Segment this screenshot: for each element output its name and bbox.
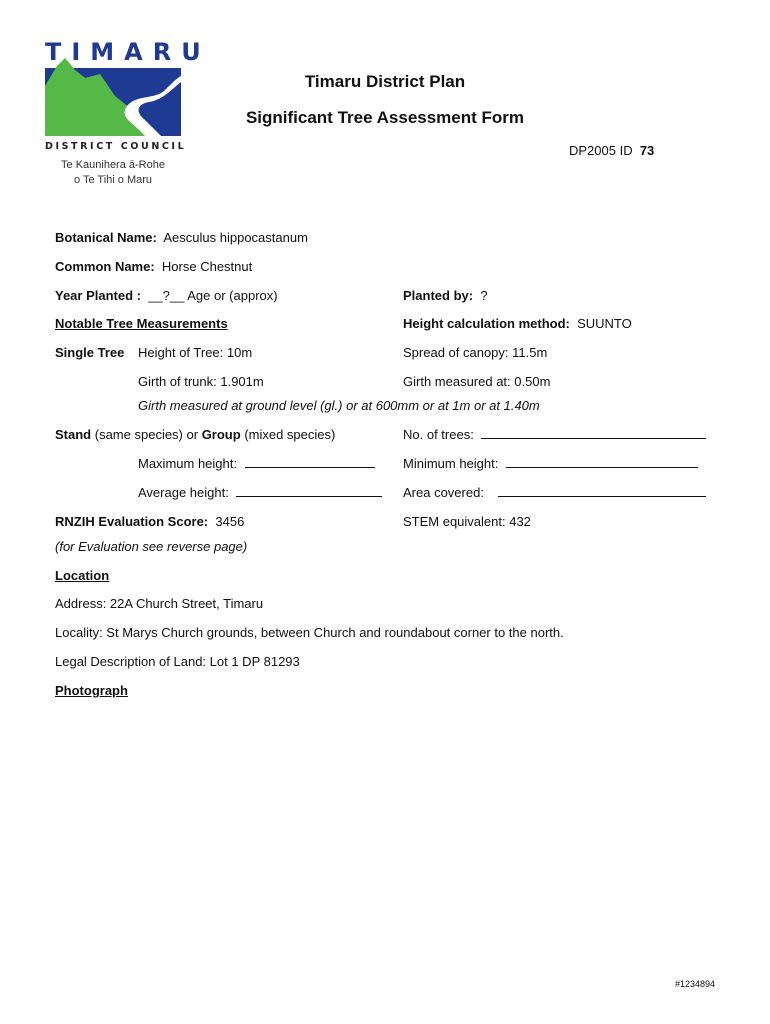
logo-maori-line2: o Te Tihi o Maru	[73, 174, 153, 186]
girth-measured-at: Girth measured at: 0.50m	[403, 374, 551, 389]
rnzih-row	[55, 514, 244, 529]
planted-by-label: Planted by:	[403, 288, 474, 303]
logo-mark-icon	[45, 56, 181, 136]
max-height-label: Maximum height:	[138, 456, 237, 471]
year-value: __?__ Age or (approx)	[148, 288, 278, 303]
planted-by-row	[403, 288, 488, 303]
girth-of-trunk: Girth of trunk: 1.901m	[138, 374, 264, 389]
height-method-label: Height calculation method:	[403, 316, 570, 331]
logo-maori-text	[45, 158, 181, 188]
logo-council-text: DISTRICT COUNCIL	[45, 141, 187, 152]
botanical-label: Botanical Name:	[55, 230, 157, 245]
evaluation-note: (for Evaluation see reverse page)	[55, 539, 248, 554]
year-label: Year Planted :	[55, 288, 141, 303]
notable-measurements-heading: Notable Tree Measurements	[55, 316, 228, 331]
spread-of-canopy: Spread of canopy: 11.5m	[403, 345, 548, 360]
legal-description-text: Legal Description of Land: Lot 1 DP 81293	[55, 654, 300, 669]
locality-text: Locality: St Marys Church grounds, between Church and roundabout corner to the north.	[55, 625, 564, 640]
area-covered-blank[interactable]	[498, 486, 706, 497]
common-name-row	[55, 259, 252, 274]
girth-note: Girth measured at ground level (gl.) or at 600mm or at 1m or at 1.40m	[138, 398, 540, 413]
reference-id	[569, 143, 654, 158]
common-label: Common Name:	[55, 259, 155, 274]
reference-label: DP2005 ID	[569, 143, 633, 158]
height-of-tree: Height of Tree: 10m	[138, 345, 253, 360]
year-planted-row	[55, 288, 278, 303]
group-label: Group	[201, 427, 241, 442]
common-value: Horse Chestnut	[161, 259, 253, 274]
botanical-name-row	[55, 230, 308, 245]
photograph-heading: Photograph	[55, 683, 128, 698]
min-height-label: Minimum height:	[403, 456, 499, 471]
avg-height-blank[interactable]	[236, 486, 382, 497]
stand-mid-text: (same species) or	[94, 427, 199, 442]
logo-maori-line1: Te Kaunihera ā-Rohe	[61, 159, 165, 171]
document-subtitle: Significant Tree Assessment Form	[245, 108, 525, 127]
no-of-trees-label: No. of trees:	[403, 427, 474, 442]
no-of-trees-row	[403, 427, 706, 442]
height-method-row	[403, 316, 632, 331]
stem-equivalent: STEM equivalent: 432	[403, 514, 531, 529]
rnzih-label: RNZIH Evaluation Score:	[55, 514, 209, 529]
no-of-trees-blank[interactable]	[481, 428, 706, 439]
area-covered-row	[403, 485, 706, 500]
document-title: Timaru District Plan	[304, 72, 466, 91]
rnzih-value: 3456	[215, 514, 245, 529]
area-covered-label: Area covered:	[403, 485, 484, 500]
document-number: #1234894	[674, 979, 715, 989]
planted-by-value: ?	[480, 288, 488, 303]
avg-height-row	[138, 485, 382, 500]
max-height-blank[interactable]	[245, 457, 375, 468]
botanical-value: Aesculus hippocastanum	[163, 230, 308, 245]
address-text: Address: 22A Church Street, Timaru	[55, 596, 264, 611]
avg-height-label: Average height:	[138, 485, 229, 500]
stand-group-row	[55, 427, 335, 442]
reference-value: 73	[639, 143, 655, 158]
single-tree-label: Single Tree	[55, 345, 125, 360]
min-height-blank[interactable]	[506, 457, 698, 468]
max-height-row	[138, 456, 375, 471]
group-tail-text: (mixed species)	[244, 427, 336, 442]
height-method-value: SUUNTO	[577, 316, 632, 331]
min-height-row	[403, 456, 698, 471]
stand-label: Stand	[55, 427, 92, 442]
logo-wordmark: TIMARU	[45, 38, 211, 66]
location-heading: Location	[55, 568, 110, 583]
